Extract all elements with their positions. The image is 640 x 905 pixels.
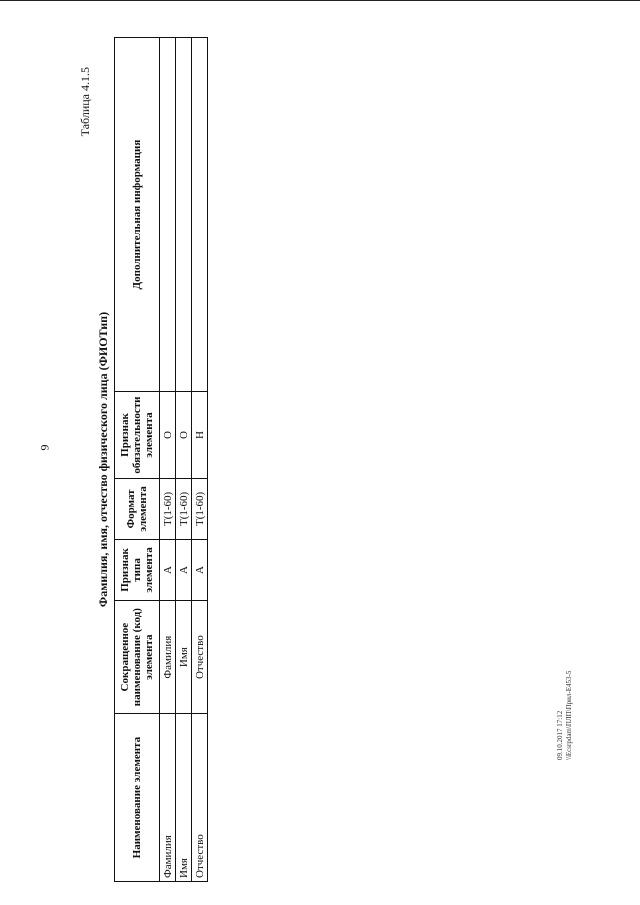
cell-name: Отчество xyxy=(192,714,208,882)
header-required: Признак обязательности элемента xyxy=(115,392,160,479)
page-number: 9 xyxy=(37,444,52,451)
cell-format: T(1-60) xyxy=(160,478,176,539)
top-edge-line xyxy=(0,0,640,1)
rotated-table-block xyxy=(78,37,218,882)
cell-required: О xyxy=(160,392,176,479)
table-row xyxy=(160,38,176,882)
cell-name: Имя xyxy=(176,714,192,882)
table-row xyxy=(176,38,192,882)
cell-format: T(1-60) xyxy=(192,478,208,539)
cell-required: Н xyxy=(192,392,208,479)
cell-code: Имя xyxy=(176,601,192,714)
cell-info xyxy=(176,38,192,392)
cell-code: Отчество xyxy=(192,601,208,714)
header-format: Формат элемента xyxy=(115,478,160,539)
cell-name: Фамилия xyxy=(160,714,176,882)
cell-info xyxy=(192,38,208,392)
cell-type: А xyxy=(176,539,192,600)
footer-timestamp: 09.10.2017 17:12 xyxy=(556,710,564,760)
header-short-code: Сокращенное наименование (код) элемента xyxy=(115,601,160,714)
cell-info xyxy=(160,38,176,392)
footer-path: \\Ecsrpdam\ПЛП\Прил-E453-5 xyxy=(565,670,573,760)
header-additional-info: Дополнительная информация xyxy=(115,38,160,392)
cell-code: Фамилия xyxy=(160,601,176,714)
scan-footer xyxy=(556,650,574,760)
table-header-row xyxy=(115,38,160,882)
data-table xyxy=(114,37,208,882)
table-title: Фамилия, имя, отчество физического лица (ФИОТип) xyxy=(96,311,110,608)
table-row xyxy=(192,38,208,882)
cell-type: А xyxy=(160,539,176,600)
cell-required: О xyxy=(176,392,192,479)
header-element-name: Наименование элемента xyxy=(115,714,160,882)
cell-format: T(1-60) xyxy=(176,478,192,539)
cell-type: А xyxy=(192,539,208,600)
header-type: Признак типа элемента xyxy=(115,539,160,600)
table-label: Таблица 4.1.5 xyxy=(78,67,92,137)
